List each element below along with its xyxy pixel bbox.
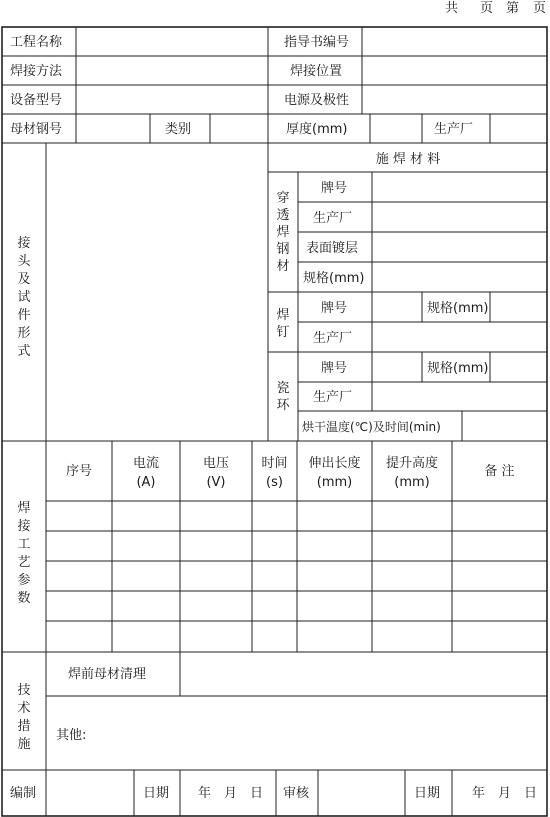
footer-review: 审核: [283, 786, 310, 801]
stud-brand-label: 牌号: [321, 301, 348, 316]
label-project-name: 工程名称: [10, 35, 63, 50]
param-header-1: 电流: [132, 456, 160, 471]
footer-date: 日期: [143, 786, 170, 801]
label-weld-position: 焊接位置: [290, 64, 343, 79]
footer-date2: 日期: [414, 786, 441, 801]
ferrule-label: 瓷环: [276, 381, 290, 413]
materials-title: 施 焊 材 料: [375, 152, 441, 167]
param-header-unit-1: (A): [136, 475, 156, 490]
stud-spec-label: 规格(mm): [427, 301, 489, 316]
form-frame: [2, 27, 547, 816]
tech-label: 技术措施: [17, 683, 31, 752]
pen-spec-label: 规格(mm): [303, 271, 365, 286]
param-header-6: 备 注: [484, 464, 515, 479]
header-page2: 页: [533, 1, 547, 16]
param-header-unit-3: (s): [266, 475, 283, 490]
param-header-2: 电压: [202, 456, 230, 471]
footer-ymd2: 年 月 日: [472, 786, 538, 801]
ferrule-drying-label: 烘干温度(℃)及时间(min): [302, 420, 441, 434]
param-header-0: 序号: [65, 464, 93, 479]
label-guide-no: 指导书编号: [284, 35, 350, 50]
ferrule-spec-label: 规格(mm): [427, 361, 489, 376]
footer-compiled: 编制: [10, 786, 37, 801]
ferrule-brand-label: 牌号: [321, 361, 348, 376]
label-thickness: 厚度(mm): [286, 122, 348, 137]
pen-manufacturer-label: 生产厂: [313, 211, 353, 226]
label-power-polarity: 电源及极性: [284, 93, 350, 108]
stud-manufacturer-label: 生产厂: [313, 331, 353, 346]
other-label: 其他:: [56, 728, 87, 743]
ferrule-manufacturer-label: 生产厂: [313, 390, 353, 405]
param-header-unit-4: (mm): [316, 475, 353, 490]
penetration-steel-label: 穿透焊钢材: [276, 191, 290, 274]
param-header-unit-5: (mm): [394, 475, 430, 490]
param-header-unit-2: (V): [206, 475, 226, 490]
joint-label: 接头及试件形式: [17, 236, 31, 359]
label-base-steel: 母材钢号: [10, 122, 63, 137]
label-weld-method: 焊接方法: [10, 64, 63, 79]
params-header-row: [66, 455, 515, 490]
label-category: 类别: [165, 122, 192, 137]
param-header-5: 提升高度: [385, 456, 439, 471]
header-page1: 页: [480, 1, 494, 16]
header-page-no: 第: [506, 1, 520, 16]
param-header-3: 时间: [261, 456, 288, 471]
pre-clean-label: 焊前母材清理: [68, 667, 147, 682]
label-manufacturer: 生产厂: [434, 122, 474, 137]
label-equipment-model: 设备型号: [10, 93, 63, 108]
header-total: 共: [445, 1, 459, 16]
pen-coating-label: 表面镀层: [306, 241, 359, 256]
pen-brand-label: 牌号: [321, 181, 348, 196]
param-header-4: 伸出长度: [308, 456, 361, 471]
stud-label: 焊钉: [276, 308, 290, 340]
footer-ymd: 年 月 日: [198, 786, 264, 801]
params-label: 焊接工艺参数: [17, 501, 31, 606]
